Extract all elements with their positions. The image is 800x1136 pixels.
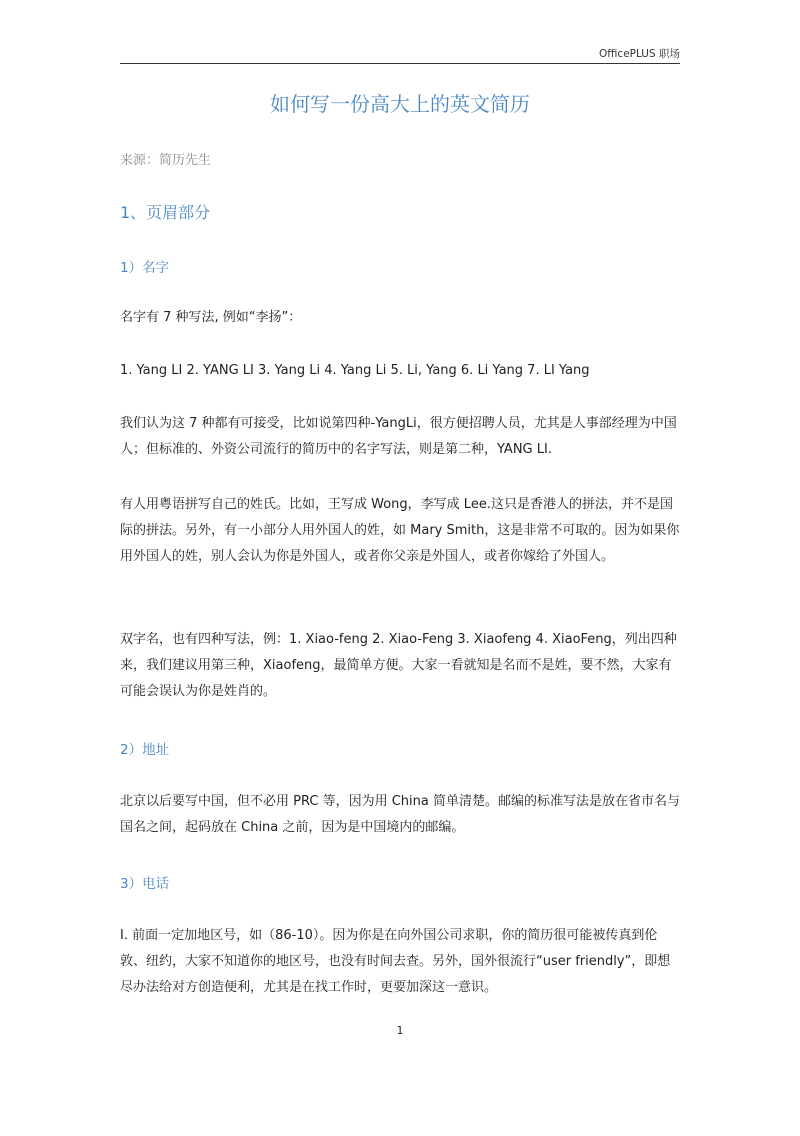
paragraph-address: 北京以后要写中国，但不必用 PRC 等，因为用 China 简单清楚。邮编的标准写法是放在省市名与国名之间，起码放在 China 之前，因为是中国境内的邮编。 [120,794,680,835]
paragraph-name-intro: 名字有 7 种写法, 例如“李扬”： [120,310,302,325]
section-heading-header: 1、页眉部分 [120,203,211,222]
header-rule [120,63,680,64]
subheading-address: 2）地址 [120,742,170,758]
paragraph-name-list: 1. Yang LI 2. YANG LI 3. Yang Li 4. Yang Li 5. Li, Yang 6. Li Yang 7. LI Yang [120,363,590,378]
document-title: 如何写一份高大上的英文简历 [270,92,530,116]
paragraph-name-cantonese: 有人用粤语拼写自己的姓氏。比如，王写成 Wong，李写成 Lee.这只是香港人的拼法，并不是国际的拼法。另外，有一小部分人用外国人的姓，如 Mary Smith，这是非常不可取的。因为如果你用外国人的姓，别人会认为你是外国人，或者你父亲是外国人，或者你嫁给了外国人。 [120,497,680,564]
subheading-phone: 3）电话 [120,876,170,892]
source-line: 来源：简历先生 [120,153,212,168]
header-brand: OfficePLUS 职场 [599,48,680,60]
subheading-name: 1）名字 [120,260,170,276]
paragraph-double-name: 双字名，也有四种写法，例：1. Xiao-feng 2. Xiao-Feng 3. Xiaofeng 4. XiaoFeng，列出四种来，我们建议用第三种，Xiaofeng，最简单方便。大家一看就知是名而不是姓，要不然，大家有可能会误认为你是姓肖的。 [120,632,677,699]
paragraph-phone: Ⅰ. 前面一定加地区号，如（86-10）。因为你是在向外国公司求职，你的简历很可能被传真到伦敦、纽约，大家不知道你的地区号，也没有时间去查。另外，国外很流行“user friendly”，即想尽办法给对方创造便利，尤其是在找工作时，更要加深这一意识。 [120,928,671,995]
paragraph-name-accept: 我们认为这 7 种都有可接受，比如说第四种-YangLi，很方便招聘人员，尤其是人事部经理为中国人；但标准的、外资公司流行的简历中的名字写法，则是第二种，YANG LI. [120,416,677,457]
page-number: 1 [396,1024,404,1037]
